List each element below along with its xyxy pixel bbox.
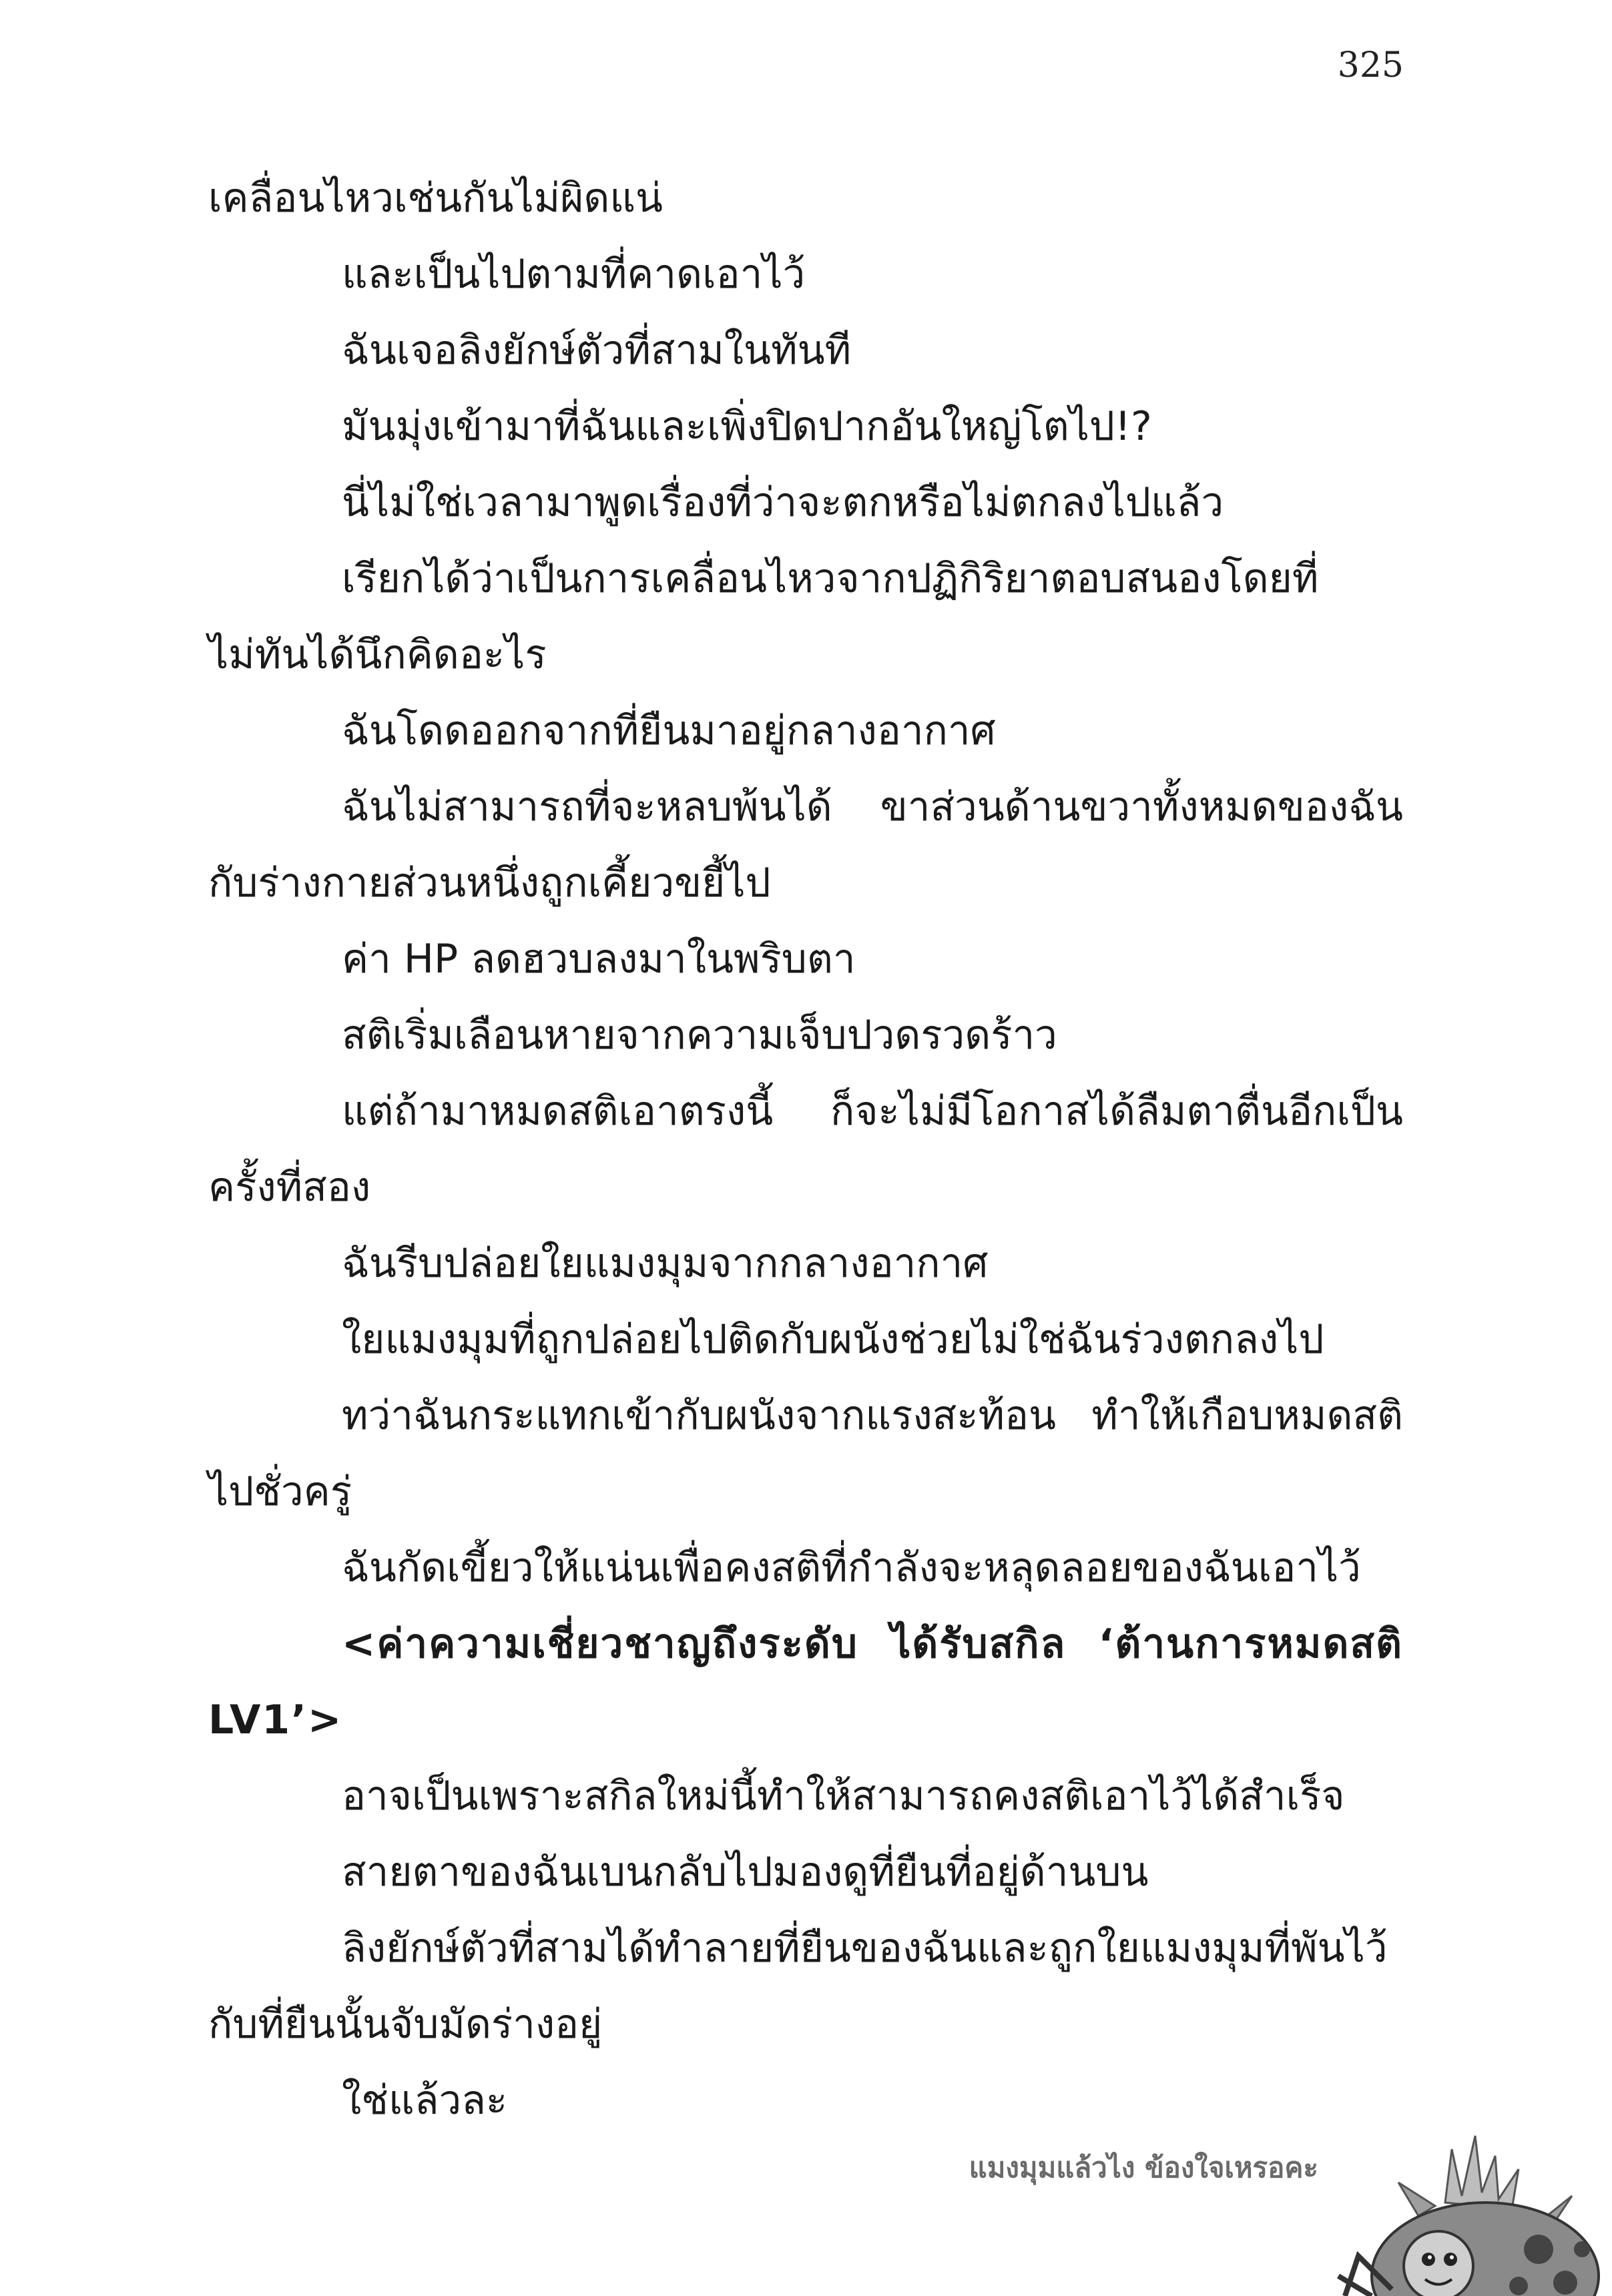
paragraph: ทว่าฉันกระแทกเข้ากับผนังจากแรงสะท้อน ทำให้เกือบหมดสติไปชั่วครู่ (208, 1392, 1403, 1515)
paragraph: สติเริ่มเลือนหายจากความเจ็บปวดรวดร้าว (342, 1012, 1057, 1059)
paragraph: ฉันโดดออกจากที่ยืนมาอยู่กลางอากาศ (342, 707, 996, 754)
running-footer-title: แมงมุมแล้วไง ข้องใจเหรอคะ (969, 2151, 1318, 2184)
system-message: <ค่าความเชี่ยวชาญถึงระดับ ได้รับสกิล ‘ต้านการหมดสติ LV1’> (208, 1621, 1403, 1743)
paragraph: เคลื่อนไหวเช่นกันไม่ผิดแน่ (208, 175, 663, 222)
paragraph: ฉันไม่สามารถที่จะหลบพ้นได้ ขาส่วนด้านขวาทั้งหมดของฉันกับร่างกายส่วนหนึ่งถูกเคี้ยวขยี้ไป (208, 784, 1403, 906)
paragraph: และเป็นไปตามที่คาดเอาไว้ (342, 251, 806, 298)
paragraph: ฉันเจอลิงยักษ์ตัวที่สามในทันที (342, 327, 852, 374)
paragraph: แต่ถ้ามาหมดสติเอาตรงนี้ ก็จะไม่มีโอกาสได้ลืมตาตื่นอีกเป็นครั้งที่สอง (208, 1088, 1403, 1211)
paragraph: ฉันกัดเขี้ยวให้แน่นเพื่อคงสติที่กำลังจะหลุดลอยของฉันเอาไว้ (342, 1544, 1361, 1591)
paragraph: นี่ไม่ใช่เวลามาพูดเรื่องที่ว่าจะตกหรือไม่ตกลงไปแล้ว (342, 479, 1224, 526)
spider-mascot-icon (1318, 2122, 1612, 2296)
paragraph: อาจเป็นเพราะสกิลใหม่นี้ทำให้สามารถคงสติเอาไว้ได้สำเร็จ (342, 1773, 1345, 1819)
paragraph: ใช่แล้วละ (342, 2077, 508, 2124)
page-number: 325 (1337, 45, 1404, 85)
body-text (208, 160, 1403, 2138)
paragraph: เรียกได้ว่าเป็นการเคลื่อนไหวจากปฏิกิริยาตอบสนองโดยที่ไม่ทันได้นึกคิดอะไร (208, 555, 1319, 678)
paragraph: ใยแมงมุมที่ถูกปล่อยไปติดกับผนังช่วยไม่ใช่ฉันร่วงตกลงไป (342, 1316, 1324, 1363)
paragraph: ค่า HP ลดฮวบลงมาในพริบตา (342, 936, 856, 982)
paragraph: ฉันรีบปล่อยใยแมงมุมจากกลางอากาศ (342, 1240, 989, 1287)
paragraph: มันมุ่งเข้ามาที่ฉันและเพิ่งปิดปากอันใหญ่โตไป!? (342, 403, 1152, 450)
paragraph: สายตาของฉันเบนกลับไปมองดูที่ยืนที่อยู่ด้านบน (342, 1849, 1149, 1896)
paragraph: ลิงยักษ์ตัวที่สามได้ทำลายที่ยืนของฉันและถูกใยแมงมุมที่พันไว้กับที่ยืนนั้นจับมัดร่างอยู่ (208, 1925, 1388, 2048)
